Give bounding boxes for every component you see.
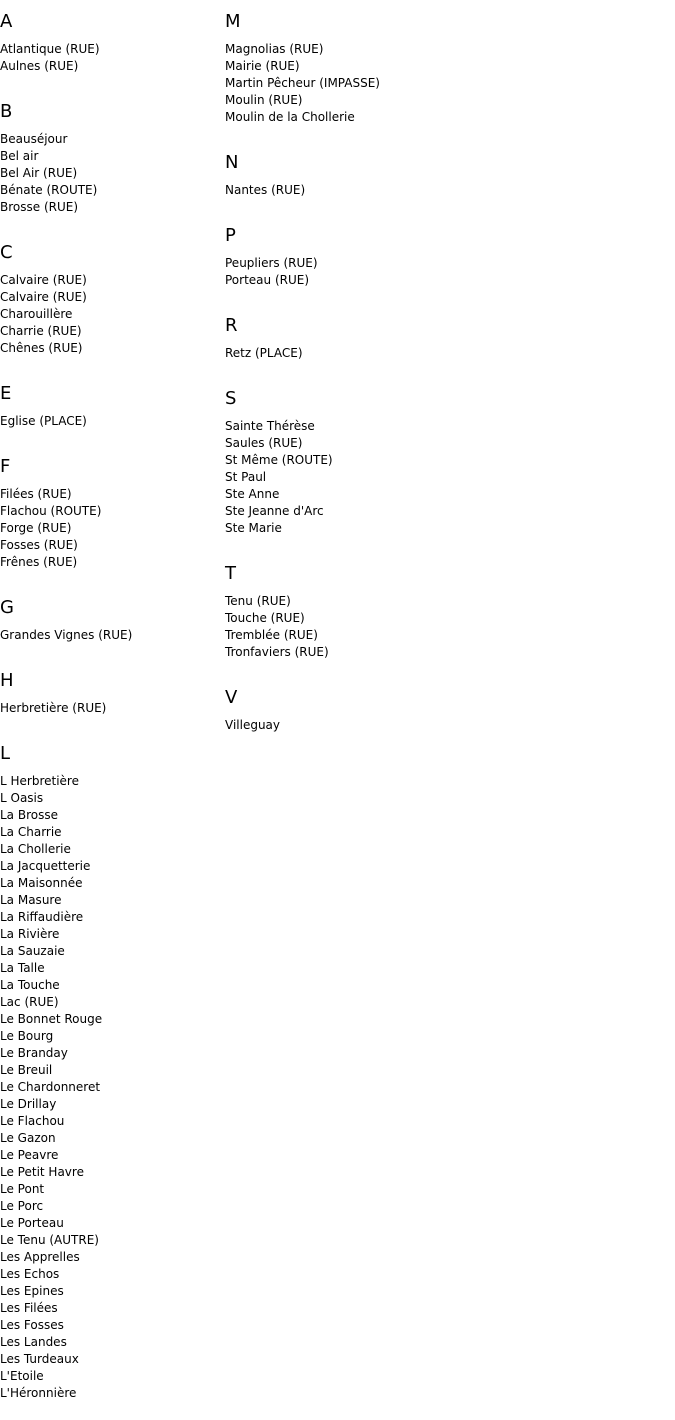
street-link[interactable]: Porteau (RUE) xyxy=(225,273,310,287)
street-link[interactable]: Le Drillay xyxy=(0,1097,57,1111)
street-link[interactable]: Aulnes (RUE) xyxy=(0,59,79,73)
street-link[interactable]: Magnolias (RUE) xyxy=(225,42,324,56)
street-list xyxy=(225,255,675,289)
street-link[interactable]: Bel Air (RUE) xyxy=(0,166,78,180)
street-list xyxy=(0,486,225,571)
letter-section xyxy=(225,225,675,289)
street-list xyxy=(225,717,675,734)
street-link[interactable]: Ste Jeanne d'Arc xyxy=(225,504,324,518)
street-link[interactable]: La Jacquetterie xyxy=(0,859,91,873)
section-letter-heading: A xyxy=(0,11,13,32)
street-list xyxy=(225,41,675,126)
street-link[interactable]: Eglise (PLACE) xyxy=(0,414,87,428)
street-link[interactable]: Le Branday xyxy=(0,1046,68,1060)
street-link[interactable]: St Même (ROUTE) xyxy=(225,453,333,467)
letter-section xyxy=(0,101,225,216)
section-letter-heading: N xyxy=(225,152,239,173)
section-letter-heading: L xyxy=(0,743,11,764)
section-letter-heading: S xyxy=(225,388,237,409)
street-link[interactable]: Lac (RUE) xyxy=(0,995,59,1009)
street-link[interactable]: La Maisonnée xyxy=(0,876,83,890)
street-link[interactable]: Calvaire (RUE) xyxy=(0,290,87,304)
street-link[interactable]: Tronfaviers (RUE) xyxy=(225,645,329,659)
street-link[interactable]: La Sauzaie xyxy=(0,944,65,958)
street-link[interactable]: L'Etoile xyxy=(0,1369,44,1383)
street-link[interactable]: Nantes (RUE) xyxy=(225,183,306,197)
street-link[interactable]: La Talle xyxy=(0,961,45,975)
street-list xyxy=(0,131,225,216)
letter-section xyxy=(0,743,225,1402)
street-link[interactable]: Les Epines xyxy=(0,1284,64,1298)
section-letter-heading: C xyxy=(0,242,13,263)
street-link[interactable]: Flachou (ROUTE) xyxy=(0,504,102,518)
section-letter-heading: T xyxy=(225,563,236,584)
letter-section xyxy=(0,242,225,357)
street-list xyxy=(0,773,225,1402)
letter-section xyxy=(0,670,225,717)
street-link[interactable]: Le Petit Havre xyxy=(0,1165,84,1179)
street-link[interactable]: Le Breuil xyxy=(0,1063,53,1077)
street-link[interactable]: Le Chardonneret xyxy=(0,1080,101,1094)
street-link[interactable]: La Brosse xyxy=(0,808,58,822)
street-link[interactable]: Ste Marie xyxy=(225,521,282,535)
section-letter-heading: P xyxy=(225,225,236,246)
street-link[interactable]: L Oasis xyxy=(0,791,44,805)
section-letter-heading: R xyxy=(225,315,238,336)
section-letter-heading: H xyxy=(0,670,14,691)
street-link[interactable]: Herbretière (RUE) xyxy=(0,701,107,715)
letter-section xyxy=(0,456,225,571)
letter-section xyxy=(225,388,675,537)
street-list xyxy=(0,700,225,717)
street-link[interactable]: St Paul xyxy=(225,470,267,484)
street-link[interactable]: Charouillère xyxy=(0,307,73,321)
street-link[interactable]: Le Gazon xyxy=(0,1131,56,1145)
street-list xyxy=(0,627,225,644)
street-link[interactable]: Calvaire (RUE) xyxy=(0,273,87,287)
street-link[interactable]: Touche (RUE) xyxy=(225,611,305,625)
street-link[interactable]: Ste Anne xyxy=(225,487,280,501)
street-link[interactable]: Sainte Thérèse xyxy=(225,419,315,433)
street-list xyxy=(225,593,675,661)
street-link[interactable]: L'Héronnière xyxy=(0,1386,77,1400)
street-link[interactable]: Beauséjour xyxy=(0,132,68,146)
street-link[interactable]: Atlantique (RUE) xyxy=(0,42,100,56)
street-link[interactable]: Saules (RUE) xyxy=(225,436,303,450)
street-link[interactable]: L Herbretière xyxy=(0,774,79,788)
street-list xyxy=(225,345,675,362)
letter-section xyxy=(0,383,225,430)
street-link[interactable]: Le Peavre xyxy=(0,1148,59,1162)
street-link[interactable]: Bel air xyxy=(0,149,39,163)
street-link[interactable]: Grandes Vignes (RUE) xyxy=(0,628,133,642)
street-link[interactable]: Charrie (RUE) xyxy=(0,324,82,338)
street-link[interactable]: Forge (RUE) xyxy=(0,521,72,535)
street-link[interactable]: Mairie (RUE) xyxy=(225,59,300,73)
street-index-right-column xyxy=(225,0,675,734)
street-link[interactable]: Tenu (RUE) xyxy=(225,594,291,608)
street-link[interactable]: La Charrie xyxy=(0,825,62,839)
street-link[interactable]: Le Porteau xyxy=(0,1216,64,1230)
street-link[interactable]: Les Fosses xyxy=(0,1318,64,1332)
street-list xyxy=(0,41,225,75)
street-link[interactable]: Tremblée (RUE) xyxy=(225,628,318,642)
street-link[interactable]: Le Bonnet Rouge xyxy=(0,1012,103,1026)
letter-section xyxy=(225,11,675,126)
street-link[interactable]: Brosse (RUE) xyxy=(0,200,79,214)
street-link[interactable]: La Rivière xyxy=(0,927,60,941)
letter-section xyxy=(0,597,225,644)
letter-section xyxy=(0,11,225,75)
street-link[interactable]: Frênes (RUE) xyxy=(0,555,78,569)
street-link[interactable]: Les Apprelles xyxy=(0,1250,80,1264)
letter-section xyxy=(225,315,675,362)
section-letter-heading: F xyxy=(0,456,11,477)
street-link[interactable]: Le Pont xyxy=(0,1182,45,1196)
street-link[interactable]: Les Turdeaux xyxy=(0,1352,79,1366)
street-link[interactable]: Le Flachou xyxy=(0,1114,65,1128)
street-link[interactable]: Moulin (RUE) xyxy=(225,93,303,107)
section-letter-heading: M xyxy=(225,11,241,32)
street-link[interactable]: Villeguay xyxy=(225,718,281,732)
section-letter-heading: E xyxy=(0,383,12,404)
street-link[interactable]: La Masure xyxy=(0,893,62,907)
street-link[interactable]: Le Porc xyxy=(0,1199,44,1213)
street-link[interactable]: Le Bourg xyxy=(0,1029,54,1043)
street-list xyxy=(0,413,225,430)
street-list xyxy=(225,418,675,537)
street-link[interactable]: Chênes (RUE) xyxy=(0,341,83,355)
street-index-left-column xyxy=(0,0,225,1402)
street-link[interactable]: Martin Pêcheur (IMPASSE) xyxy=(225,76,380,90)
street-link[interactable]: Filées (RUE) xyxy=(0,487,72,501)
street-link[interactable]: Moulin de la Chollerie xyxy=(225,110,355,124)
street-link[interactable]: Peupliers (RUE) xyxy=(225,256,318,270)
street-link[interactable]: La Touche xyxy=(0,978,60,992)
street-link[interactable]: Les Echos xyxy=(0,1267,60,1281)
street-link[interactable]: Les Landes xyxy=(0,1335,67,1349)
section-letter-heading: B xyxy=(0,101,13,122)
section-letter-heading: G xyxy=(0,597,14,618)
street-link[interactable]: La Chollerie xyxy=(0,842,71,856)
letter-section xyxy=(225,152,675,199)
street-list xyxy=(0,272,225,357)
letter-section xyxy=(225,687,675,734)
street-list xyxy=(225,182,675,199)
street-link[interactable]: Fosses (RUE) xyxy=(0,538,78,552)
street-link[interactable]: Bénate (ROUTE) xyxy=(0,183,98,197)
section-letter-heading: V xyxy=(225,687,238,708)
letter-section xyxy=(225,563,675,661)
street-link[interactable]: Le Tenu (AUTRE) xyxy=(0,1233,99,1247)
street-link[interactable]: Les Filées xyxy=(0,1301,58,1315)
street-link[interactable]: La Riffaudière xyxy=(0,910,84,924)
street-link[interactable]: Retz (PLACE) xyxy=(225,346,303,360)
